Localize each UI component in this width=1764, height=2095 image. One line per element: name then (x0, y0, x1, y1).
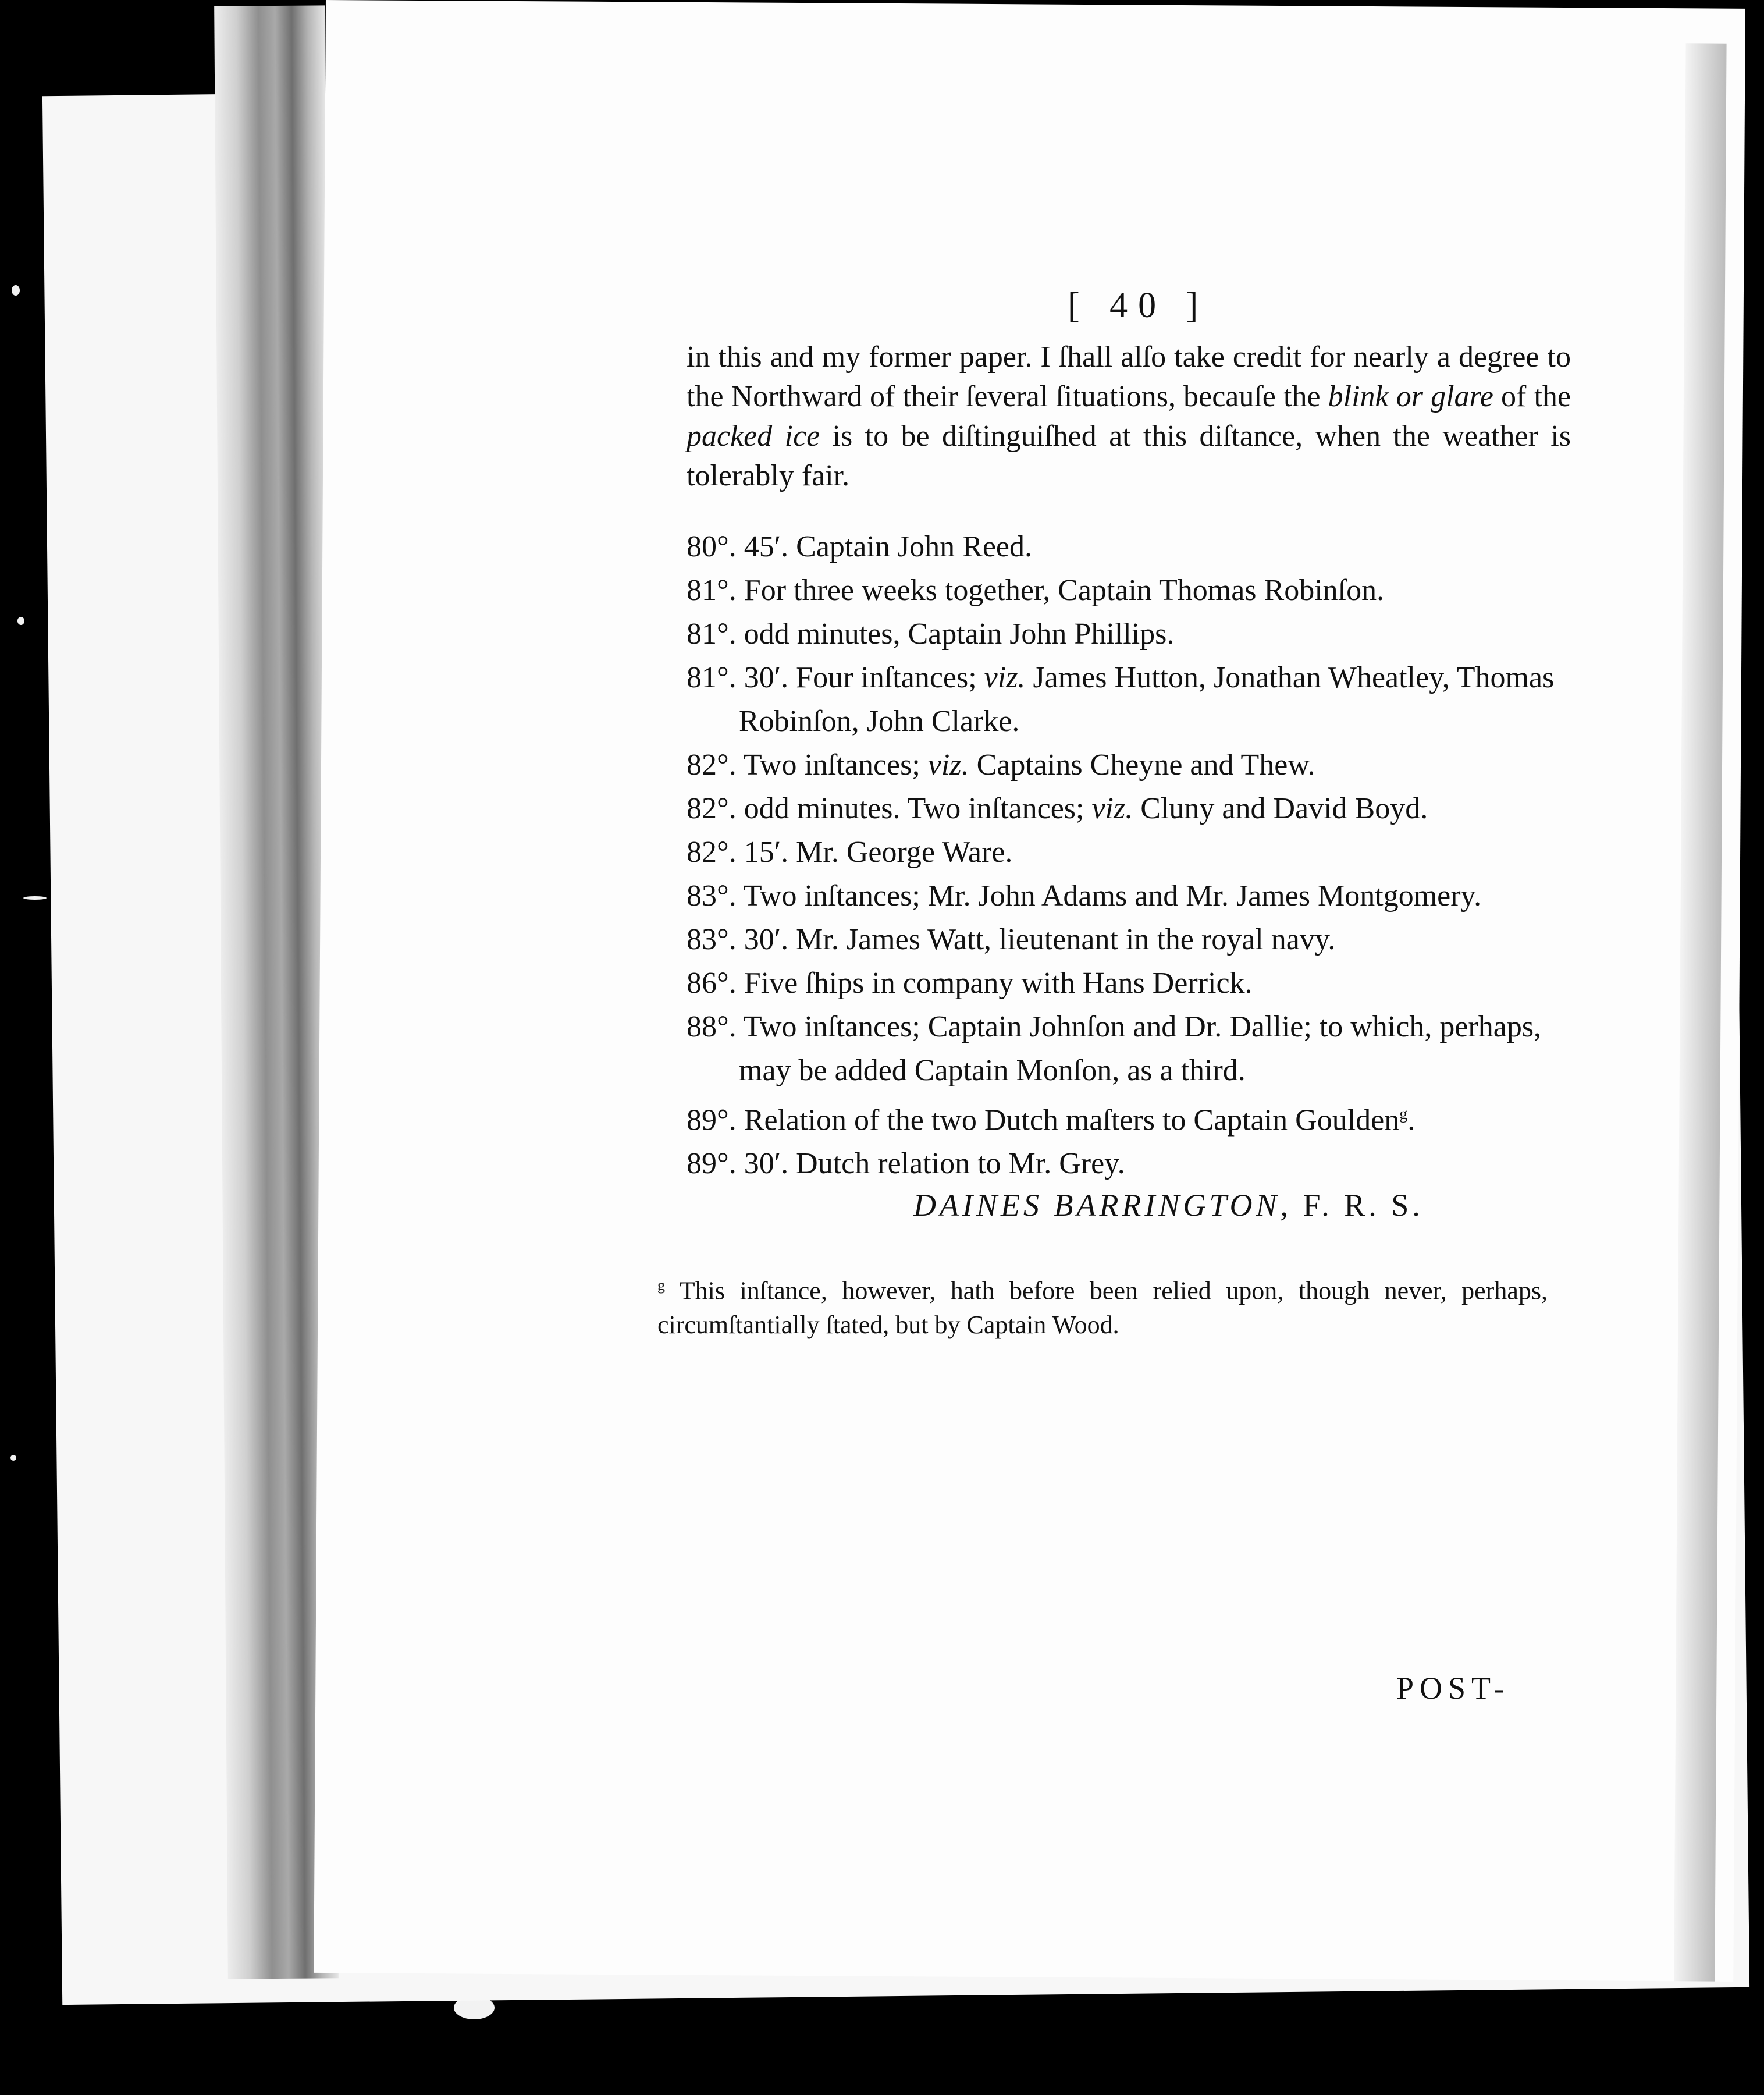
list-item-text: 81°. 30′. Four inſtances; (687, 661, 984, 694)
list-item (687, 787, 1571, 830)
list-item: 80°. 45′. Captain John Reed. (687, 530, 1032, 563)
paragraph-italic-1: blink or glare (1328, 380, 1493, 413)
page-body (687, 338, 1571, 1185)
intro-paragraph (687, 338, 1571, 496)
page-right-shadow (1674, 43, 1726, 1981)
list-item (687, 656, 1571, 743)
paragraph-text-1: in this and my former paper. I ſhall alſo take credit for nearly a degree to the Northward of their ſeveral ſituations, becauſe the (687, 340, 1571, 413)
scan-speck (17, 617, 24, 625)
paragraph-italic-2: packed ice (687, 420, 820, 453)
footnote-text: This inſtance, however, hath before been relied upon, though never, perhaps, circumſtantially ſtated, but by Captain Wood. (657, 1276, 1548, 1339)
list-item-text: Cluny and David Boyd. (1133, 792, 1428, 825)
list-item: 82°. 15′. Mr. George Ware. (687, 836, 1013, 869)
list-item-text: 82°. Two inſtances; (687, 748, 928, 782)
list-item (687, 1092, 1571, 1142)
author-signature (913, 1187, 1424, 1223)
list-item: 83°. Two inſtances; Mr. John Adams and Mr. James Montgomery. (687, 879, 1482, 912)
author-name: DAINES BARRINGTON, (913, 1188, 1292, 1223)
list-item: 81°. odd minutes, Captain John Phillips. (687, 617, 1175, 651)
list-item-text: James Hutton, Jonathan Wheatley, Thomas Robinſon, John Clarke. (739, 661, 1555, 738)
list-item: 81°. For three weeks together, Captain Thomas Robinſon. (687, 574, 1385, 607)
list-item-text: 82°. odd minutes. Two inſtances; (687, 792, 1092, 825)
list-item: 88°. Two inſtances; Captain Johnſon and Dr. Dallie; to which, perhaps, may be added Captain Monſon, as a third. (687, 1010, 1542, 1087)
list-item-text: . (1407, 1103, 1416, 1137)
list-item-text: 89°. Relation of the two Dutch maſters to Captain Goulden (687, 1103, 1400, 1137)
author-credentials: F. R. S. (1303, 1188, 1424, 1223)
footnote-reference: g (1399, 1105, 1408, 1123)
list-item-italic: viz. (927, 748, 969, 782)
footnote (657, 1269, 1548, 1342)
list-item: 89°. 30′. Dutch relation to Mr. Grey. (687, 1147, 1125, 1181)
list-item (687, 743, 1571, 787)
latitude-list (687, 525, 1571, 1185)
list-item-italic: viz. (984, 661, 1026, 694)
scan-speck (23, 896, 47, 900)
paragraph-text-2: of the (1493, 380, 1571, 413)
list-item-italic: viz. (1091, 792, 1133, 825)
scan-speck (10, 1455, 16, 1461)
list-item: 86°. Five ſhips in company with Hans Derrick. (687, 967, 1253, 1000)
scan-speck (12, 285, 20, 296)
footnote-mark: g (657, 1277, 665, 1294)
page-number: [ 40 ] (1068, 286, 1209, 325)
list-item: 83°. 30′. Mr. James Watt, lieutenant in the royal navy. (687, 923, 1336, 956)
paragraph-text-3: is to be diſtinguiſhed at this diſtance, when the weather is tolerably fair. (687, 420, 1571, 492)
catchword: POST- (1396, 1671, 1510, 1706)
list-item-text: Captains Cheyne and Thew. (969, 748, 1315, 782)
